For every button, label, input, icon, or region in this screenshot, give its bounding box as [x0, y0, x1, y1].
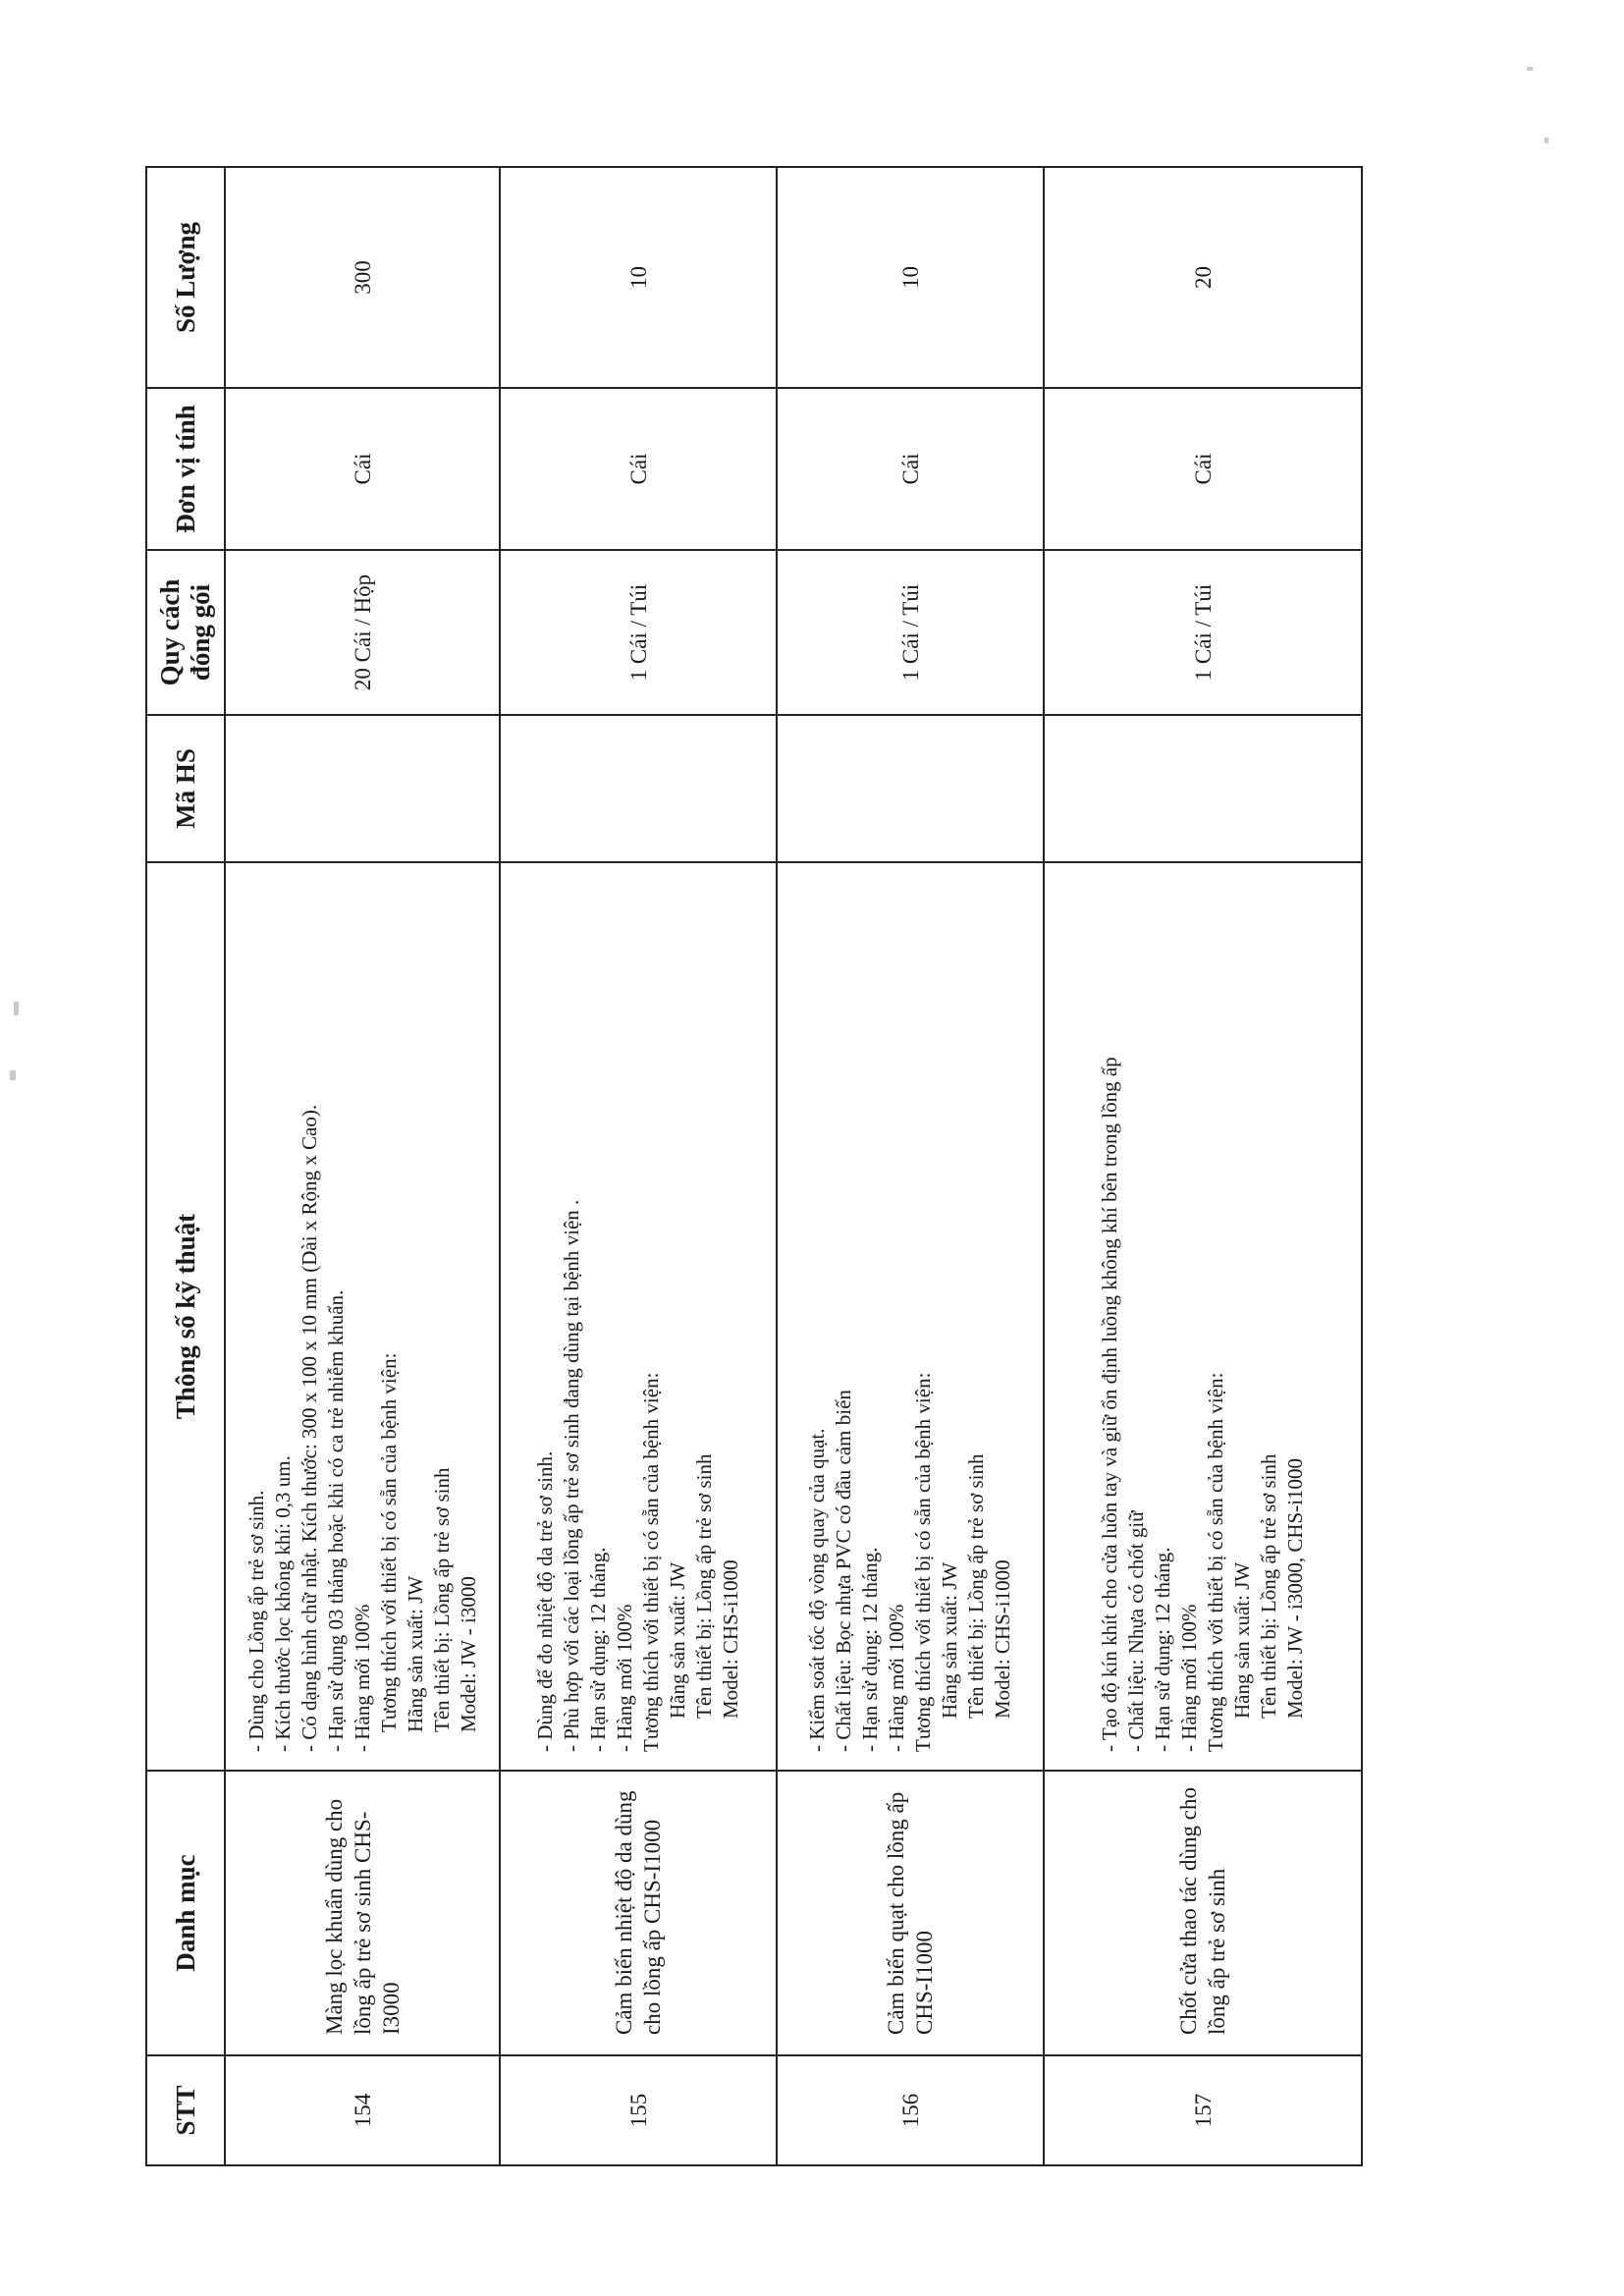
row-quantity: 20 — [1044, 167, 1362, 388]
row-stt: 154 — [225, 2055, 500, 2165]
row-specs — [500, 862, 777, 1771]
spec-line: - Chất liệu: Bọc nhựa PVC có đầu cảm biến — [832, 1390, 855, 1752]
row-hs-code — [500, 715, 777, 862]
scan-speck — [1544, 137, 1548, 143]
row-quantity: 10 — [500, 167, 777, 388]
spec-line: - Hạn sử dụng: 12 tháng. — [1151, 1547, 1174, 1752]
spec-line: - Có dạng hình chữ nhật. Kích thước: 300 x 100 x 10 mm (Dài x Rộng x Cao). — [297, 1104, 321, 1752]
row-packaging: 1 Cái / Túi — [777, 550, 1044, 715]
spec-line: - Kích thước lọc không khí: 0,3 um. — [270, 1455, 295, 1752]
row-specs — [777, 862, 1044, 1771]
spec-line: - Phù hợp với các loại lồng ấp trẻ sơ sinh đang dùng tại bệnh viện . — [560, 1199, 583, 1752]
spec-line: Tên thiết bị: Lồng ấp trẻ sơ sinh — [964, 1453, 988, 1719]
row-category: Chốt cửa thao tác dùng cho lồng ấp trẻ sơ sinh — [1044, 1771, 1362, 2055]
row-packaging: 1 Cái / Túi — [1044, 550, 1362, 715]
row-hs-code — [777, 715, 1044, 862]
spec-line: Tên thiết bị: Lồng ấp trẻ sơ sinh — [429, 1467, 454, 1732]
row-unit: Cái — [1044, 388, 1362, 550]
rotated-table-container — [145, 168, 1357, 2166]
row-quantity: 300 — [225, 167, 500, 388]
row-hs-code — [1044, 715, 1362, 862]
spec-line: - Hạn sử dụng: 12 tháng. — [858, 1547, 882, 1752]
spec-line: Tương thích với thiết bị có sẵn của bệnh viện: — [376, 1352, 401, 1732]
spec-line: - Hàng mới 100% — [613, 1604, 636, 1752]
header-stt: STT — [146, 2055, 225, 2165]
table-row — [225, 167, 500, 2165]
row-specs — [225, 862, 500, 1771]
row-unit: Cái — [500, 388, 777, 550]
spec-line: - Tạo độ kín khít cho cửa luồn tay và giữ ổn định luồng không khí bên trong lồng ấp — [1098, 1057, 1121, 1752]
spec-line: Tên thiết bị: Lồng ấp trẻ sơ sinh — [692, 1453, 716, 1719]
spec-line: Tương thích với thiết bị có sẵn của bệnh viện: — [1204, 1372, 1227, 1752]
header-specs: Thông số kỹ thuật — [146, 862, 225, 1771]
spec-line: Model: JW - i3000, CHS-i1000 — [1283, 1457, 1307, 1719]
row-category: Cảm biến quạt cho lồng ấp CHS-I1000 — [777, 1771, 1044, 2055]
scan-speck — [1527, 67, 1533, 71]
row-unit: Cái — [777, 388, 1044, 550]
spec-line: - Hạn sử dụng 03 tháng hoặc khi có ca trẻ nhiễm khuẩn. — [323, 1289, 348, 1752]
row-category: Cảm biến nhiệt độ da dùng cho lồng ấp CHS-I1000 — [500, 1771, 777, 2055]
scan-speck — [10, 1070, 16, 1080]
table-header-row — [146, 167, 225, 2165]
row-specs — [1044, 862, 1362, 1771]
table-row — [777, 167, 1044, 2165]
spec-line: Tương thích với thiết bị có sẵn của bệnh viện: — [639, 1372, 663, 1752]
spec-line: - Kiểm soát tốc độ vòng quay của quạt. — [805, 1428, 829, 1752]
spec-line: Hãng sản xuất: JW — [666, 1561, 689, 1719]
spec-line: - Dùng để đo nhiệt độ da trẻ sơ sinh. — [533, 1450, 557, 1752]
specification-table — [145, 166, 1363, 2166]
table-row — [500, 167, 777, 2165]
header-unit: Đơn vị tính — [146, 388, 225, 550]
row-unit: Cái — [225, 388, 500, 550]
spec-line: - Hàng mới 100% — [1177, 1604, 1201, 1752]
row-stt: 155 — [500, 2055, 777, 2165]
row-category: Màng lọc khuẩn dùng cho lồng ấp trẻ sơ sinh CHS-I3000 — [225, 1771, 500, 2055]
spec-line: Hãng sản xuất: JW — [938, 1561, 961, 1719]
row-stt: 156 — [777, 2055, 1044, 2165]
spec-line: Tương thích với thiết bị có sẵn của bệnh viện: — [911, 1372, 935, 1752]
scan-speck — [14, 1002, 19, 1015]
row-packaging: 1 Cái / Túi — [500, 550, 777, 715]
spec-line: - Chất liệu: Nhựa có chốt giữ — [1124, 1510, 1148, 1752]
spec-line: - Hàng mới 100% — [350, 1604, 374, 1752]
header-quantity: Số Lượng — [146, 167, 225, 388]
row-stt: 157 — [1044, 2055, 1362, 2165]
spec-line: Tên thiết bị: Lồng ấp trẻ sơ sinh — [1257, 1453, 1280, 1719]
spec-line: Hãng sản xuất: JW — [1230, 1561, 1254, 1719]
header-packaging: Quy cách đóng gói — [146, 550, 225, 715]
header-category: Danh mục — [146, 1771, 225, 2055]
spec-line: - Hạn sử dụng: 12 tháng. — [586, 1547, 610, 1752]
spec-line: - Dùng cho Lồng ấp trẻ sơ sinh. — [244, 1490, 268, 1752]
spec-line: Model: JW - i3000 — [456, 1576, 480, 1732]
table-row — [1044, 167, 1362, 2165]
spec-line: Model: CHS-i1000 — [719, 1559, 742, 1719]
row-quantity: 10 — [777, 167, 1044, 388]
header-hs-code: Mã HS — [146, 715, 225, 862]
spec-line: - Hàng mới 100% — [885, 1604, 908, 1752]
spec-line: Hãng sản xuất: JW — [403, 1575, 427, 1732]
row-hs-code — [225, 715, 500, 862]
spec-line: Model: CHS-i1000 — [991, 1559, 1014, 1719]
row-packaging: 20 Cái / Hộp — [225, 550, 500, 715]
